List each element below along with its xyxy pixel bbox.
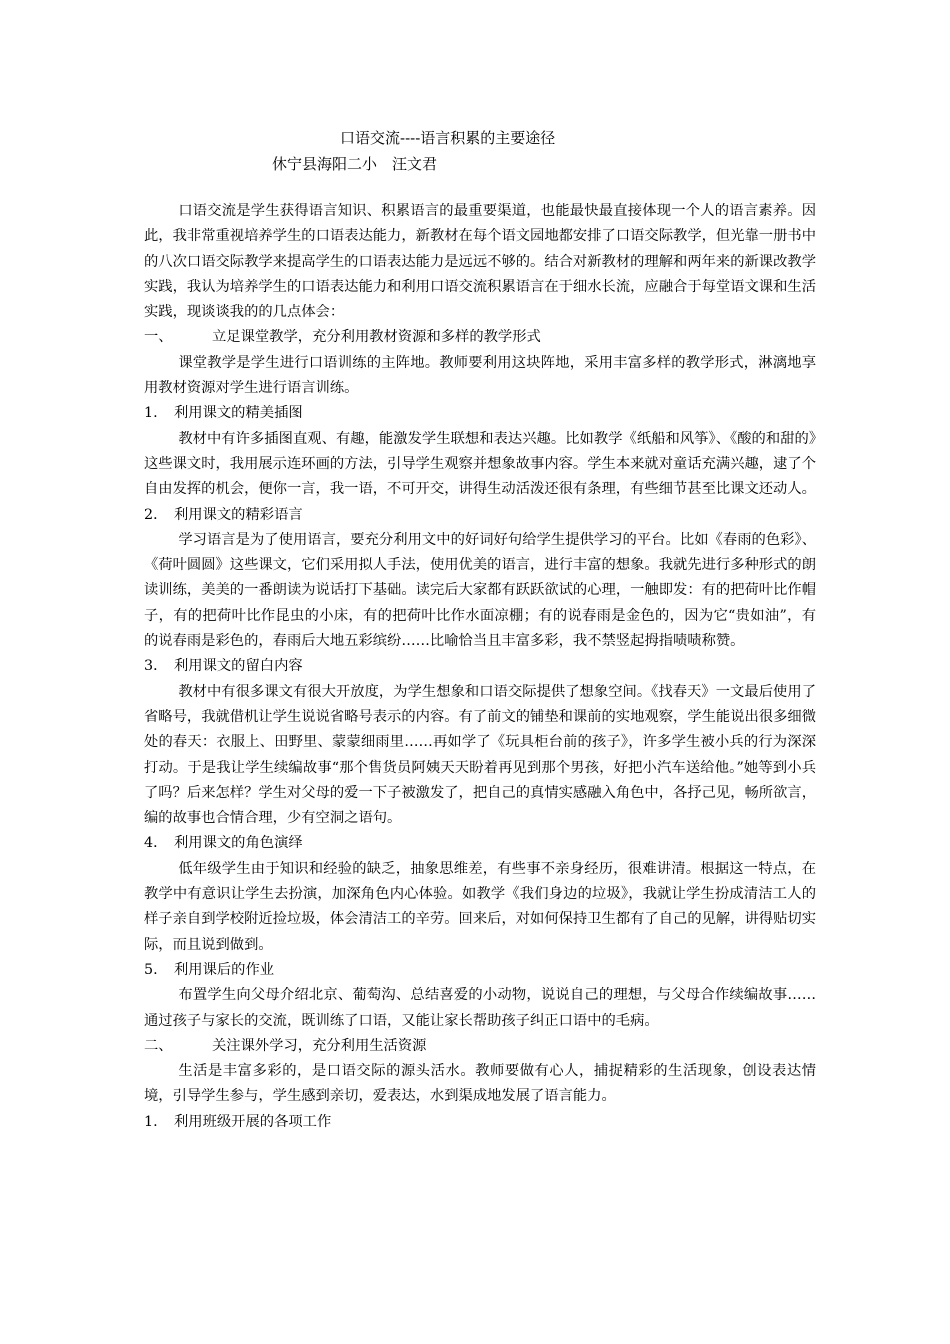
document-body bbox=[144, 199, 816, 1135]
subsection-number: 1. bbox=[144, 405, 158, 422]
section-heading-2 bbox=[144, 1034, 816, 1059]
subsection-heading bbox=[144, 503, 816, 528]
paragraph: 生活是丰富多彩的，是口语交际的源头活水。教师要做有心人，捕捉精彩的生活现象，创设表达情境，引导学生参与，学生感到亲切，爱表达，水到渠成地发展了语言能力。 bbox=[144, 1063, 816, 1105]
subsection-number: 5. bbox=[144, 961, 158, 978]
section-heading-1 bbox=[144, 325, 816, 350]
subsection-number: 4． bbox=[144, 835, 168, 852]
subsection-heading bbox=[144, 654, 816, 679]
subsection-heading bbox=[144, 401, 816, 426]
section-number: 二、 bbox=[144, 1037, 173, 1054]
subsection-heading bbox=[144, 958, 816, 983]
subsection-heading-text: 利用班级开展的各项工作 bbox=[174, 1113, 332, 1130]
paragraph: 教材中有很多课文有很大开放度，为学生想象和口语交际提供了想象空间。《找春天》一文最后使用了省略号，我就借机让学生说说省略号表示的内容。有了前文的铺垫和课前的实地观察，学生能说出很多细微处的春天：衣服上、田野里、蒙蒙细雨里……再如学了《玩具柜台前的孩子》，许多学生被小兵的行为深深打动。于是我让学生续编故事“那个售货员阿姨天天盼着再见到那个男孩，好把小汽车送给他。”她等到小兵了吗？后来怎样？学生对父母的爱一下子被激发了，把自己的真情实感融入角色中，各抒己见，畅所欲言，编的故事也合情合理，少有空洞之语句。 bbox=[144, 683, 816, 827]
section-heading-text: 关注课外学习，充分利用生活资源 bbox=[212, 1037, 427, 1054]
subsection-heading-text: 利用课后的作业 bbox=[174, 961, 275, 978]
document-title: 口语交流----语言积累的主要途径 bbox=[340, 129, 556, 147]
section-number: 一、 bbox=[144, 329, 173, 346]
author-line: 休宁县海阳二小 汪文君 bbox=[272, 155, 438, 173]
subsection-heading bbox=[144, 831, 816, 856]
paragraph: 课堂教学是学生进行口语训练的主阵地。教师要利用这块阵地，采用丰富多样的教学形式，淋漓地享用教材资源对学生进行语言训练。 bbox=[144, 354, 816, 397]
paragraph: 教材中有许多插图直观、有趣，能激发学生联想和表达兴趣。比如教学《纸船和风筝》、《酸的和甜的》这些课文时，我用展示连环画的方法，引导学生观察并想象故事内容。学生本来就对童话充满兴趣，逮了个自由发挥的机会，便你一言，我一语，不可开交，讲得生动活泼还很有条理，有些细节甚至比课文还动人。 bbox=[144, 430, 816, 498]
subsection-heading bbox=[144, 1110, 816, 1135]
paragraph: 学习语言是为了使用语言，要充分利用文中的好词好句给学生提供学习的平台。比如《春雨的色彩》、《荷叶圆圆》这些课文，它们采用拟人手法，使用优美的语言，进行丰富的想象。我就先进行多种形式的朗读训练，美美的一番朗读为说话打下基础。读完后大家都有跃跃欲试的心理，一触即发：有的把荷叶比作帽子，有的把荷叶比作昆虫的小床，有的把荷叶比作水面凉棚；有的说春雨是金色的，因为它“贵如油”，有的说春雨是彩色的，春雨后大地五彩缤纷……比喻恰当且丰富多彩，我不禁竖起拇指啧啧称赞。 bbox=[144, 531, 816, 650]
paragraph: 布置学生向父母介绍北京、葡萄沟、总结喜爱的小动物，说说自己的理想，与父母合作续编故事……通过孩子与家长的交流，既训练了口语，又能让家长帮助孩子纠正口语中的毛病。 bbox=[144, 987, 816, 1029]
subsection-heading-text: 利用课文的角色演绎 bbox=[174, 835, 303, 852]
subsection-heading-text: 利用课文的留白内容 bbox=[174, 658, 303, 675]
subsection-heading-text: 利用课文的精彩语言 bbox=[174, 506, 303, 523]
subsection-number: 1. bbox=[144, 1113, 158, 1130]
paragraph: 低年级学生由于知识和经验的缺乏，抽象思维差，有些事不亲身经历，很难讲清。根据这一特点，在教学中有意识让学生去扮演，加深角色内心体验。如教学《我们身边的垃圾》，我就让学生扮成清洁工人的样子亲自到学校附近捡垃圾，体会清洁工的辛劳。回来后，对如何保持卫生都有了自己的见解，讲得贴切实际，而且说到做到。 bbox=[144, 860, 816, 953]
subsection-number: 3． bbox=[144, 658, 168, 675]
section-heading-text: 立足课堂教学，充分利用教材资源和多样的教学形式 bbox=[212, 329, 541, 346]
paragraph-intro: 口语交流是学生获得语言知识、积累语言的最重要渠道，也能最快最直接体现一个人的语言素养。因此，我非常重视培养学生的口语表达能力，新教材在每个语文园地都安排了口语交际教学，但光靠一册书中的八次口语交际教学来提高学生的口语表达能力是远远不够的。结合对新教材的理解和两年来的新课改教学实践，我认为培养学生的口语表达能力和利用口语交流积累语言在于细水长流，应融合于每堂语文课和生活实践，现谈谈我的的几点体会： bbox=[144, 203, 816, 321]
subsection-heading-text: 利用课文的精美插图 bbox=[174, 405, 303, 422]
subsection-number: 2． bbox=[144, 506, 168, 523]
